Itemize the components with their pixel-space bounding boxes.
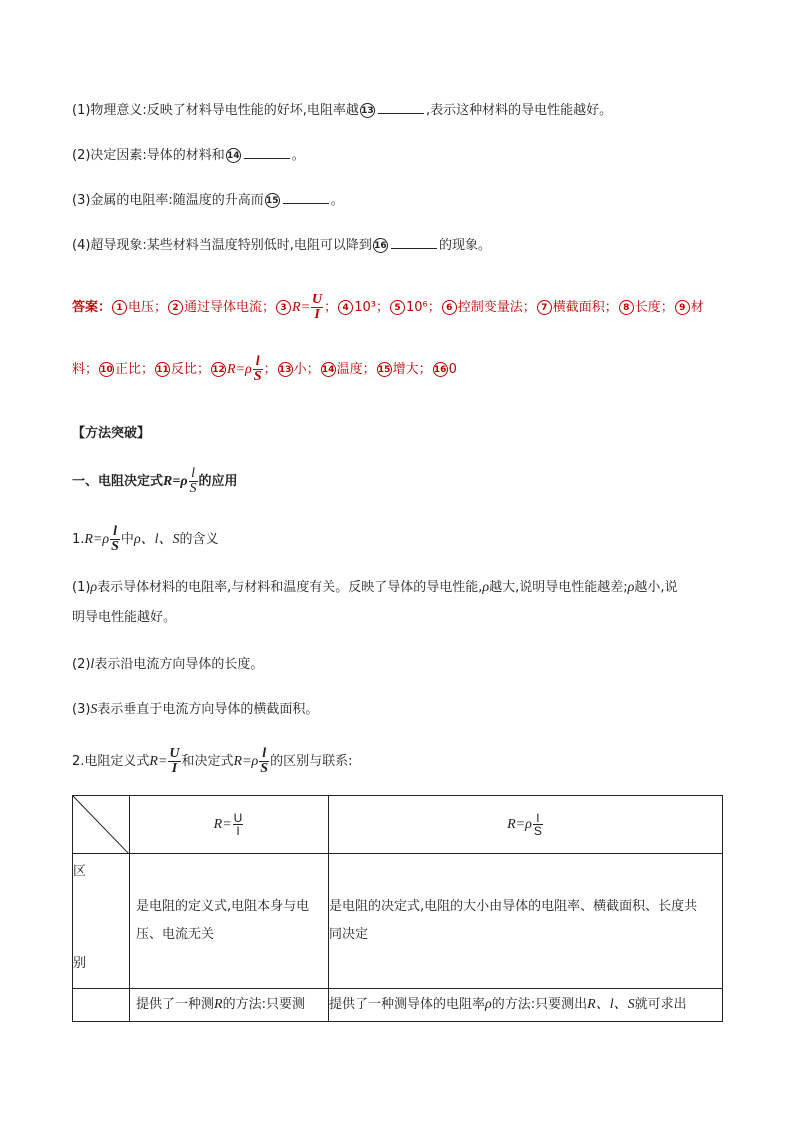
answer-line-1: 答案： 1 电压； 2 通过导体电流； 3 R= $\frac{U}{I}$ ； 4 10³； 5 10⁶； 6 控制变量法； 7 横截面积； 8 长度； 9 材 — [72, 292, 704, 322]
circled-number: 1 — [112, 300, 127, 315]
circled-number: 2 — [168, 300, 183, 315]
circled-number: 11 — [155, 362, 170, 377]
circled-number: 6 — [442, 300, 457, 315]
circled-number: 15 — [377, 362, 392, 377]
fraction: $\frac{U}{I}$ — [233, 810, 243, 838]
table-row — [73, 989, 723, 1022]
circled-number: 10 — [99, 362, 114, 377]
header-decision-formula: R=ρ $\frac{l}{S}$ — [329, 796, 723, 854]
circled-number: 4 — [338, 300, 353, 315]
subsection-title: 一、电阻决定式R=ρ $\frac{l}{S}$ 的应用 — [72, 466, 238, 496]
diagonal-header-cell — [73, 796, 130, 854]
row-label-difference: 区 别 — [73, 854, 130, 989]
answer-blank — [244, 146, 290, 159]
diagonal-line — [73, 796, 129, 854]
circled-number: 14 — [226, 148, 241, 163]
property-line-1: (1)物理意义:反映了材料导电性能的好坏,电阻率越 13 ,表示这种材料的导电性能越好。 — [72, 103, 613, 118]
answer-line-2: 料； 10 正比； 11 反比； 12 R=ρ $\frac{l}{S}$ ； 13 小； 14 温度； 15 增大； 16 0 — [72, 354, 457, 384]
section-heading: 【方法突破】 — [72, 426, 151, 441]
meaning-l: (2)l表示沿电流方向导体的长度。 — [72, 657, 264, 672]
circled-number: 15 — [265, 193, 280, 208]
answer-blank — [391, 236, 437, 249]
fraction: $\frac{U}{I}$ — [169, 746, 180, 776]
circled-number: 9 — [675, 300, 690, 315]
circled-number: 13 — [278, 362, 293, 377]
fraction: $\frac{l}{S}$ — [260, 746, 269, 776]
circled-number: 7 — [537, 300, 552, 315]
answer-blank — [378, 101, 424, 114]
property-line-2: (2)决定因素:导体的材料和 14 。 — [72, 148, 305, 163]
fraction: $\frac{l}{S}$ — [189, 466, 197, 496]
circled-number: 5 — [390, 300, 405, 315]
connection-decision-cell: 提供了一种测导体的电阻率ρ的方法:只要测出R、l、S就可求出 — [329, 989, 723, 1022]
circled-number: 3 — [276, 300, 291, 315]
answer-blank — [283, 191, 329, 204]
property-line-4: (4)超导现象:某些材料当温度特别低时,电阻可以降到 16 的现象。 — [72, 238, 491, 253]
circled-number: 16 — [373, 238, 388, 253]
property-line-3: (3)金属的电阻率:随温度的升高而 15 。 — [72, 193, 344, 208]
circled-number: 14 — [321, 362, 336, 377]
difference-decision-cell: 是电阻的决定式,电阻的大小由导体的电阻率、横截面积、长度共 同决定 — [329, 854, 723, 989]
row-label-connection — [73, 989, 130, 1022]
circled-number: 12 — [211, 362, 226, 377]
circled-number: 13 — [360, 103, 375, 118]
fraction: $\frac{l}{S}$ — [533, 810, 542, 838]
item-2-title: 2.电阻定义式R= $\frac{U}{I}$ 和决定式R=ρ $\frac{l}{S}$ 的区别与联系: — [72, 746, 353, 776]
item-1-title: 1.R=ρ $\frac{l}{S}$ 中ρ、l、S的含义 — [72, 524, 219, 554]
circled-number: 8 — [619, 300, 634, 315]
fraction: $\frac{l}{S}$ — [111, 524, 119, 554]
connection-definition-cell: 提供了一种测R的方法:只要测 — [130, 989, 329, 1022]
difference-definition-cell: 是电阻的定义式,电阻本身与电 压、电流无关 — [130, 854, 329, 989]
fraction: $\frac{l}{S}$ — [253, 354, 262, 384]
meaning-rho-line-1: (1)ρ表示导体材料的电阻率,与材料和温度有关。反映了导体的导电性能,ρ越大,说明导电性能越差;ρ越小,说 — [72, 580, 678, 595]
table-header-row — [73, 796, 723, 854]
circled-number: 16 — [433, 362, 448, 377]
comparison-table — [72, 795, 723, 1022]
meaning-rho-line-2: 明导电性能越好。 — [72, 610, 177, 625]
table-row — [73, 854, 723, 989]
fraction: $\frac{U}{I}$ — [312, 292, 323, 322]
meaning-s: (3)S表示垂直于电流方向导体的横截面积。 — [72, 702, 319, 717]
header-definition-formula: R= $\frac{U}{I}$ — [130, 796, 329, 854]
